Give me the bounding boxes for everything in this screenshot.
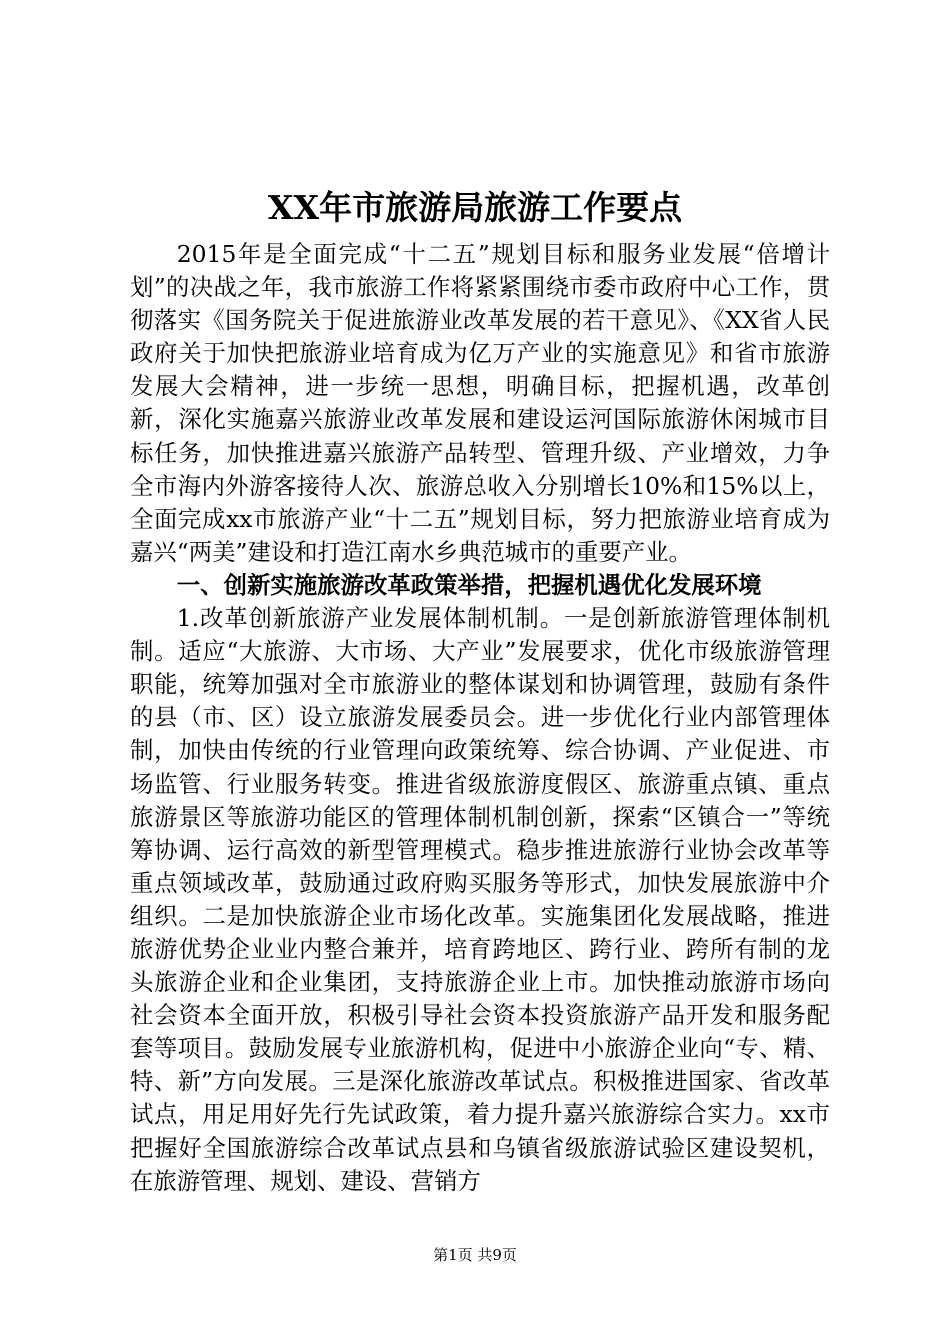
page-number-footer: 第1页 共9页 — [433, 1246, 517, 1264]
document-body — [130, 238, 830, 1198]
section-heading: 一、创新实施旅游改革政策举措，把握机遇优化发展环境 — [176, 570, 762, 599]
intro-paragraph: 2015年是全面完成“十二五”规划目标和服务业发展“倍增计划”的决战之年，我市旅游工作将紧紧围绕市委市政府中心工作，贯彻落实《国务院关于促进旅游业改革发展的若干意见》、《XX省人民政府关于加快把旅游业培育成为亿万产业的实施意见》和省市旅游发展大会精神，进一步统一思想，明确目标，把握机遇，改革创新，深化实施嘉兴旅游业改革发展和建设运河国际旅游休闲城市目标任务，加快推进嘉兴旅游产品转型、管理升级、产业增效，力争全市海内外游客接待人次、旅游总收入分别增长10%和15%以上，全面完成xx市旅游产业“十二五”规划目标，努力把旅游业培育成为嘉兴“两美”建设和打造江南水乡典范城市的重要产业。 — [130, 240, 830, 566]
document-title: XX年市旅游局旅游工作要点 — [267, 188, 683, 227]
section-paragraph: 1.改革创新旅游产业发展体制机制。一是创新旅游管理体制机制。适应“大旅游、大市场、大产业”发展要求，优化市级旅游管理职能，统筹加强对全市旅游业的整体谋划和协调管理，鼓励有条件的县（市、区）设立旅游发展委员会。进一步优化行业内部管理体制，加快由传统的行业管理向政策统筹、综合协调、产业促进、市场监管、行业服务转变。推进省级旅游度假区、旅游重点镇、重点旅游景区等旅游功能区的管理体制机制创新，探索“区镇合一”等统筹协调、运行高效的新型管理模式。稳步推进旅游行业协会改革等重点领域改革，鼓励通过政府购买服务等形式，加快发展旅游中介组织。二是加快旅游企业市场化改革。实施集团化发展战略，推进旅游优势企业业内整合兼并，培育跨地区、跨行业、跨所有制的龙头旅游企业和企业集团，支持旅游企业上市。加快推动旅游市场向社会资本全面开放，积极引导社会资本投资旅游产品开发和服务配套等项目。鼓励发展专业旅游机构，促进中小旅游企业向“专、精、特、新”方向发展。三是深化旅游改革试点。积极推进国家、省改革试点，用足用好先行先试政策，着力提升嘉兴旅游综合实力。xx市把握好全国旅游综合改革试点县和乌镇省级旅游试验区建设契机，在旅游管理、规划、建设、营销方 — [130, 604, 830, 1195]
